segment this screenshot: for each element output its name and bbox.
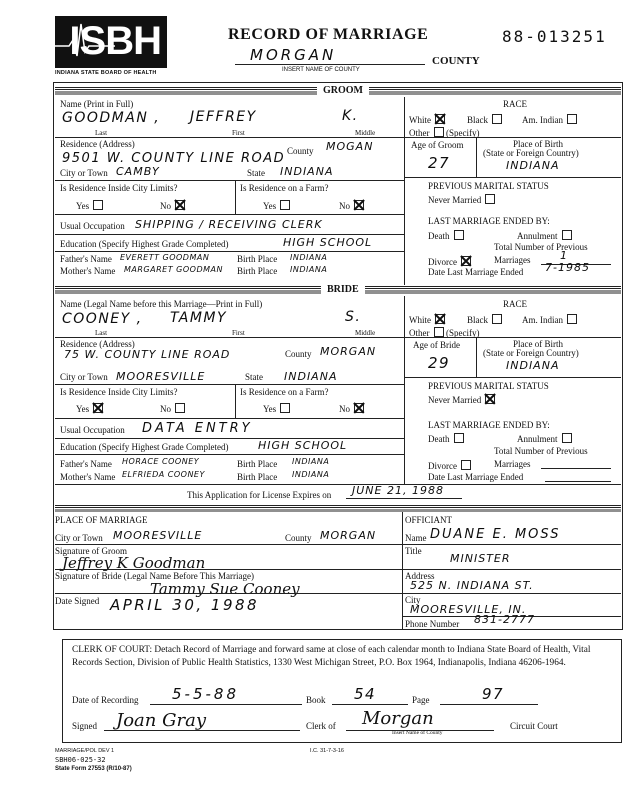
groom-inside-no[interactable]: No bbox=[160, 200, 185, 211]
bride-farm-no[interactable]: No bbox=[339, 403, 364, 414]
checkbox[interactable] bbox=[280, 403, 290, 413]
bride-city-label: City or Town bbox=[60, 372, 108, 382]
sig-bride-label: Signature of Bride (Legal Name Before This Marriage) bbox=[55, 571, 255, 581]
bride-education-value[interactable]: HIGH SCHOOL bbox=[258, 439, 348, 452]
checkbox-checked[interactable] bbox=[93, 403, 103, 413]
date-signed-label: Date Signed bbox=[55, 596, 100, 606]
checkbox[interactable] bbox=[434, 327, 444, 337]
bride-race-label: RACE bbox=[503, 299, 528, 309]
bride-mother-birthplace-label: Birth Place bbox=[237, 472, 278, 482]
bride-section-label: BRIDE bbox=[321, 285, 365, 295]
book-value[interactable]: 54 bbox=[354, 685, 377, 703]
checkbox[interactable] bbox=[492, 314, 502, 324]
record-number: 88-013251 bbox=[502, 27, 607, 46]
checkbox-checked[interactable] bbox=[485, 394, 495, 404]
bride-total-prev-label: Total Number of Previous bbox=[494, 446, 588, 456]
groom-divorce[interactable]: Divorce bbox=[428, 256, 471, 267]
groom-race-label: RACE bbox=[503, 99, 528, 109]
bride-name-label: Name (Legal Name before this Marriage—Print in Full) bbox=[60, 299, 263, 309]
bride-state-value[interactable]: INDIANA bbox=[284, 370, 338, 383]
bride-inside-yes[interactable]: Yes bbox=[76, 403, 103, 414]
groom-race-amindian[interactable]: Am. Indian bbox=[522, 114, 577, 125]
bride-occupation-label: Usual Occupation bbox=[60, 425, 125, 435]
footer-line2: SBH06-025-32 bbox=[55, 756, 106, 764]
bride-age-label: Age of Bride bbox=[413, 340, 460, 350]
groom-first-caption: First bbox=[232, 129, 245, 137]
bride-race-other[interactable]: Other (Specify) bbox=[409, 328, 480, 338]
groom-mother-birthplace[interactable]: INDIANA bbox=[290, 265, 328, 274]
checkbox[interactable] bbox=[280, 200, 290, 210]
signed-value[interactable]: Joan Gray bbox=[116, 710, 206, 731]
groom-father-birthplace-label: Birth Place bbox=[237, 254, 278, 264]
groom-race-black[interactable]: Black bbox=[467, 114, 502, 125]
groom-inside-limits-label: Is Residence Inside City Limits? bbox=[60, 183, 178, 193]
groom-last-caption: Last bbox=[95, 129, 108, 137]
form-title: RECORD OF MARRIAGE bbox=[228, 26, 429, 43]
groom-last-ended-label: LAST MARRIAGE ENDED BY: bbox=[428, 216, 550, 226]
place-county-value[interactable]: MORGAN bbox=[320, 529, 377, 542]
bride-date-ended-label: Date Last Marriage Ended bbox=[428, 472, 524, 482]
groom-middle-initial[interactable]: K. bbox=[342, 108, 359, 124]
groom-education-value[interactable]: HIGH SCHOOL bbox=[283, 236, 373, 249]
groom-occupation-value[interactable]: SHIPPING / RECEIVING CLERK bbox=[135, 218, 323, 231]
bride-marriages-label: Marriages bbox=[494, 459, 531, 469]
groom-death[interactable]: Death bbox=[428, 230, 464, 241]
groom-father-value[interactable]: EVERETT GOODMAN bbox=[120, 253, 210, 262]
groom-farm-no[interactable]: No bbox=[339, 200, 364, 211]
bride-inside-no[interactable]: No bbox=[160, 403, 185, 414]
date-signed-value[interactable]: APRIL 30, 1988 bbox=[110, 596, 260, 614]
clerk-of-label: Clerk of bbox=[306, 721, 336, 731]
bride-state-label: State bbox=[245, 372, 263, 382]
groom-race-other[interactable]: Other (Specify) bbox=[409, 128, 480, 138]
isbh-logo bbox=[55, 16, 167, 68]
groom-pob-value[interactable]: INDIANA bbox=[506, 159, 560, 172]
bride-residence-label: Residence (Address) bbox=[60, 339, 135, 349]
bride-race-white[interactable]: White bbox=[409, 314, 445, 325]
groom-residence-label: Residence (Address) bbox=[60, 139, 135, 149]
groom-farm-yes[interactable]: Yes bbox=[263, 200, 290, 211]
groom-last-name[interactable]: GOODMAN , bbox=[62, 110, 161, 126]
bride-prev-status-label: PREVIOUS MARITAL STATUS bbox=[428, 381, 549, 391]
groom-mother-value[interactable]: MARGARET GOODMAN bbox=[124, 265, 223, 274]
groom-county-label: County bbox=[287, 146, 314, 156]
officiant-name-value[interactable]: DUANE E. MOSS bbox=[430, 527, 561, 542]
officiant-phone-value[interactable]: 831-2777 bbox=[474, 613, 535, 626]
header-county-value: MORGAN bbox=[250, 46, 337, 64]
groom-state-label: State bbox=[247, 168, 265, 178]
footer-line3: State Form 27553 (R/10-87) bbox=[55, 766, 132, 772]
checkbox[interactable] bbox=[454, 433, 464, 443]
groom-annulment[interactable]: Annulment bbox=[517, 230, 572, 241]
groom-first-name[interactable]: JEFFREY bbox=[190, 109, 257, 125]
groom-marriages-label: Marriages bbox=[494, 255, 531, 265]
bride-race-amindian[interactable]: Am. Indian bbox=[522, 314, 577, 325]
bride-city-value[interactable]: MOORESVILLE bbox=[116, 370, 206, 383]
bride-never-married[interactable]: Never Married bbox=[428, 394, 495, 405]
checkbox[interactable] bbox=[567, 114, 577, 124]
logo-caption: INDIANA STATE BOARD OF HEALTH bbox=[55, 70, 157, 76]
bride-education-label: Education (Specify Highest Grade Completed) bbox=[60, 442, 229, 452]
bride-pob-value[interactable]: INDIANA bbox=[506, 359, 560, 372]
groom-date-ended-value[interactable]: 7-1985 bbox=[545, 261, 590, 274]
bride-annulment[interactable]: Annulment bbox=[517, 433, 572, 444]
bride-father-birthplace-label: Birth Place bbox=[237, 459, 278, 469]
groom-father-birthplace[interactable]: INDIANA bbox=[290, 253, 328, 262]
groom-education-label: Education (Specify Highest Grade Completed) bbox=[60, 239, 229, 249]
groom-date-ended-label: Date Last Marriage Ended bbox=[428, 267, 524, 277]
logo-text: ISBH bbox=[69, 19, 161, 63]
bride-last-name[interactable]: COONEY , bbox=[62, 311, 143, 327]
bride-mother-value[interactable]: ELFRIEDA COONEY bbox=[122, 470, 205, 479]
bride-pob-sub: (State or Foreign Country) bbox=[483, 348, 579, 358]
checkbox[interactable] bbox=[434, 127, 444, 137]
bride-county-label: County bbox=[285, 349, 312, 359]
officiant-phone-label: Phone Number bbox=[405, 619, 460, 629]
checkbox[interactable] bbox=[93, 200, 103, 210]
groom-on-farm-label: Is Residence on a Farm? bbox=[240, 183, 329, 193]
checkbox[interactable] bbox=[562, 433, 572, 443]
checkbox-checked[interactable] bbox=[354, 403, 364, 413]
bride-divorce[interactable]: Divorce bbox=[428, 460, 471, 471]
date-recording-value[interactable]: 5-5-88 bbox=[172, 685, 239, 703]
groom-mother-birthplace-label: Birth Place bbox=[237, 266, 278, 276]
groom-prev-status-label: PREVIOUS MARITAL STATUS bbox=[428, 181, 549, 191]
bride-first-name[interactable]: TAMMY bbox=[170, 310, 228, 326]
groom-race-white[interactable]: White bbox=[409, 114, 445, 125]
bride-pob-label: Place of Birth bbox=[513, 339, 563, 349]
groom-father-label: Father's Name bbox=[60, 254, 112, 264]
place-label: PLACE OF MARRIAGE bbox=[55, 515, 148, 525]
officiant-city-value[interactable]: MOORESVILLE, IN. bbox=[410, 603, 527, 616]
place-city-value[interactable]: MOORESVILLE bbox=[113, 529, 203, 542]
bride-inside-limits-label: Is Residence Inside City Limits? bbox=[60, 387, 178, 397]
signed-label: Signed bbox=[72, 721, 98, 731]
officiant-city-label: City bbox=[405, 595, 421, 605]
clerk-of-caption: Insert Name of County bbox=[392, 730, 443, 736]
bride-farm-yes[interactable]: Yes bbox=[263, 403, 290, 414]
bride-mother-label: Mother's Name bbox=[60, 472, 116, 482]
page-value[interactable]: 97 bbox=[482, 685, 505, 703]
groom-marriages-value[interactable]: 1 bbox=[560, 249, 568, 262]
officiant-title-value[interactable]: MINISTER bbox=[450, 552, 511, 565]
circuit-label: Circuit Court bbox=[510, 721, 558, 731]
checkbox-checked[interactable] bbox=[354, 200, 364, 210]
groom-age-label: Age of Groom bbox=[411, 140, 464, 150]
groom-age-value[interactable]: 27 bbox=[428, 154, 451, 172]
book-label: Book bbox=[306, 695, 326, 705]
bride-first-caption: First bbox=[232, 329, 245, 337]
groom-pob-sub: (State or Foreign Country) bbox=[483, 148, 579, 158]
license-value[interactable]: JUNE 21, 1988 bbox=[352, 484, 444, 497]
groom-city-label: City or Town bbox=[60, 168, 108, 178]
sig-groom-label: Signature of Groom bbox=[55, 546, 127, 556]
checkbox[interactable] bbox=[485, 194, 495, 204]
checkbox-checked[interactable] bbox=[461, 256, 471, 266]
footer-line1: MARRIAGE/POL DEV 1 bbox=[55, 748, 115, 754]
bride-age-value[interactable]: 29 bbox=[428, 354, 451, 372]
checkbox[interactable] bbox=[492, 114, 502, 124]
clerk-of-value[interactable]: Morgan bbox=[362, 708, 434, 729]
place-county-label: County bbox=[285, 533, 312, 543]
officiant-title-label: Title bbox=[405, 546, 422, 556]
groom-never-married[interactable]: Never Married bbox=[428, 194, 495, 205]
page-label: Page bbox=[412, 695, 430, 705]
groom-section-label: GROOM bbox=[317, 86, 369, 96]
date-recording-label: Date of Recording bbox=[72, 695, 139, 705]
bride-race-black[interactable]: Black bbox=[467, 314, 502, 325]
checkbox[interactable] bbox=[562, 230, 572, 240]
groom-residence-value[interactable]: 9501 W. COUNTY LINE ROAD bbox=[62, 151, 286, 166]
groom-total-prev-label: Total Number of Previous bbox=[494, 242, 588, 252]
bride-death[interactable]: Death bbox=[428, 433, 464, 444]
groom-city-value[interactable]: CAMBY bbox=[116, 165, 160, 178]
groom-mother-label: Mother's Name bbox=[60, 266, 116, 276]
sig-groom-value[interactable]: Jeffrey K Goodman bbox=[62, 554, 206, 572]
groom-pob-label: Place of Birth bbox=[513, 139, 563, 149]
groom-occupation-label: Usual Occupation bbox=[60, 221, 125, 231]
checkbox[interactable] bbox=[461, 460, 471, 470]
checkbox-checked[interactable] bbox=[175, 200, 185, 210]
bride-father-birthplace[interactable]: INDIANA bbox=[292, 457, 330, 466]
officiant-name-label: Name bbox=[405, 533, 427, 543]
bride-residence-value[interactable]: 75 W. COUNTY LINE ROAD bbox=[64, 348, 231, 361]
bride-county-value[interactable]: MORGAN bbox=[320, 345, 377, 358]
bride-middle-initial[interactable]: S. bbox=[345, 309, 362, 325]
groom-county-value[interactable]: MOGAN bbox=[326, 140, 374, 153]
bride-last-caption: Last bbox=[95, 329, 108, 337]
checkbox[interactable] bbox=[567, 314, 577, 324]
bride-father-label: Father's Name bbox=[60, 459, 112, 469]
officiant-address-value[interactable]: 525 N. INDIANA ST. bbox=[410, 579, 534, 592]
groom-middle-caption: Middle bbox=[355, 129, 376, 137]
bride-on-farm-label: Is Residence on a Farm? bbox=[240, 387, 329, 397]
checkbox[interactable] bbox=[454, 230, 464, 240]
sig-bride-value[interactable]: Tammy Sue Cooney bbox=[150, 580, 300, 598]
checkbox[interactable] bbox=[175, 403, 185, 413]
checkbox-checked[interactable] bbox=[435, 114, 445, 124]
footer-code: I.C. 31-7-3-16 bbox=[310, 748, 344, 754]
bride-mother-birthplace[interactable]: INDIANA bbox=[292, 470, 330, 479]
bride-father-value[interactable]: HORACE COONEY bbox=[122, 457, 200, 466]
clerk-instructions: CLERK OF COURT: Detach Record of Marriage and forward same at close of each calendar month to Indiana State Board of Health, Vital Records Section, Division of Public Health Statistics, 1330 West Michigan Street, P.O. Box 1964, Indianapolis, Indiana 46206-1964. bbox=[72, 645, 591, 668]
officiant-address-label: Address bbox=[405, 571, 435, 581]
officiant-label: OFFICIANT bbox=[405, 515, 453, 525]
header-county-label: COUNTY bbox=[432, 55, 480, 67]
groom-inside-yes[interactable]: Yes bbox=[76, 200, 103, 211]
checkbox-checked[interactable] bbox=[435, 314, 445, 324]
place-city-label: City or Town bbox=[55, 533, 103, 543]
bride-occupation-value[interactable]: DATA ENTRY bbox=[142, 421, 253, 436]
bride-middle-caption: Middle bbox=[355, 329, 376, 337]
groom-name-label: Name (Print in Full) bbox=[60, 99, 134, 109]
bride-last-ended-label: LAST MARRIAGE ENDED BY: bbox=[428, 420, 550, 430]
groom-state-value[interactable]: INDIANA bbox=[280, 165, 334, 178]
license-label: This Application for License Expires on bbox=[187, 490, 332, 500]
header-county-caption: INSERT NAME OF COUNTY bbox=[282, 67, 360, 73]
